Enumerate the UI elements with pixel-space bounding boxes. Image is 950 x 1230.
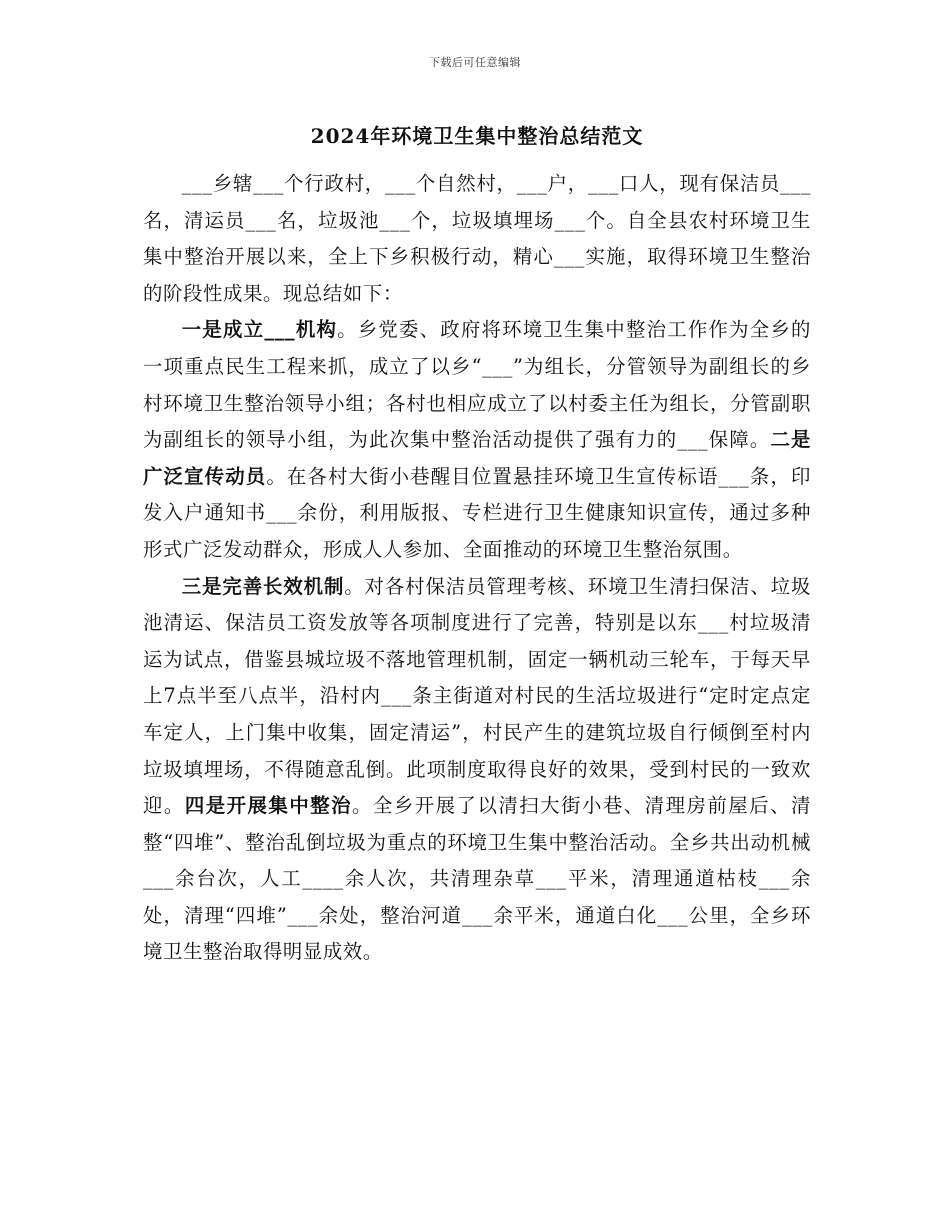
text-establish-organization: 。乡党委、政府将环境卫生集中整治工作作为全乡的一项重点民生工程来抓，成立了以乡“___”为组长，分管领导为副组长的乡村环境卫生整治领导小组；各村也相应成立了以村委主任为组长，分管副职为副组长的领导小组，为此次集中整治活动提供了强有力的___保障。 [143,318,811,452]
text-centralized-rectification: 。全乡开展了以清扫大街小巷、清理房前屋后、清整“四堆”、整治乱倒垃圾为重点的环境卫生集中整治活动。全乡共出动机械___余台次，人工____余人次，共清理杂草___平米，清理通道枯枝___余处，清理“四堆”___余处，整治河道___余平米，通道白化___公里，全乡环境卫生整治取得明显成效。 [143,794,811,964]
paragraph-intro: ___乡辖___个行政村，___个自然村，___户，___口人，现有保洁员___名，清运员___名，垃圾池___个，垃圾填埋场___个。自全县农村环境卫生集中整治开展以来，全上下乡积极行动，精心___实施，取得环境卫生整治的阶段性成果。现总结如下： [143,172,811,305]
paragraph-measures-1 [143,312,811,568]
text-long-term-mechanism: 。对各村保洁员管理考核、环境卫生清扫保洁、垃圾池清运、保洁员工资发放等各项制度进行了完善，特别是以东___村垃圾清运为试点，借鉴县城垃圾不落地管理机制，固定一辆机动三轮车，于每天早上7点半至八点半，沿村内___条主街道对村民的生活垃圾进行“定时定点定车定人，上门集中收集，固定清运”，村民产生的建筑垃圾自行倾倒至村内垃圾填埋场，不得随意乱倒。此项制度取得良好的效果，受到村民的一致欢迎。 [143,574,811,818]
document-body [143,118,811,971]
heading-centralized-rectification: 四是开展集中整治 [184,794,353,818]
heading-publicity: 二是广泛宣传动员 [143,428,811,488]
document-title: 2024年环境卫生集中整治总结范文 [310,124,644,148]
page-header-note: 下载后可任意编辑 [429,56,521,69]
heading-establish-organization: 一是成立___机构 [181,318,338,342]
heading-long-term-mechanism: 三是完善长效机制 [181,574,345,598]
text-publicity: 。在各村大街小巷醒目位置悬挂环境卫生宣传标语___条，印发入户通知书___余份，利用版报、专栏进行卫生健康知识宣传，通过多种形式广泛发动群众，形成人人参加、全面推动的环境卫生整治氛围。 [143,464,811,561]
paragraph-measures-2 [143,569,811,972]
